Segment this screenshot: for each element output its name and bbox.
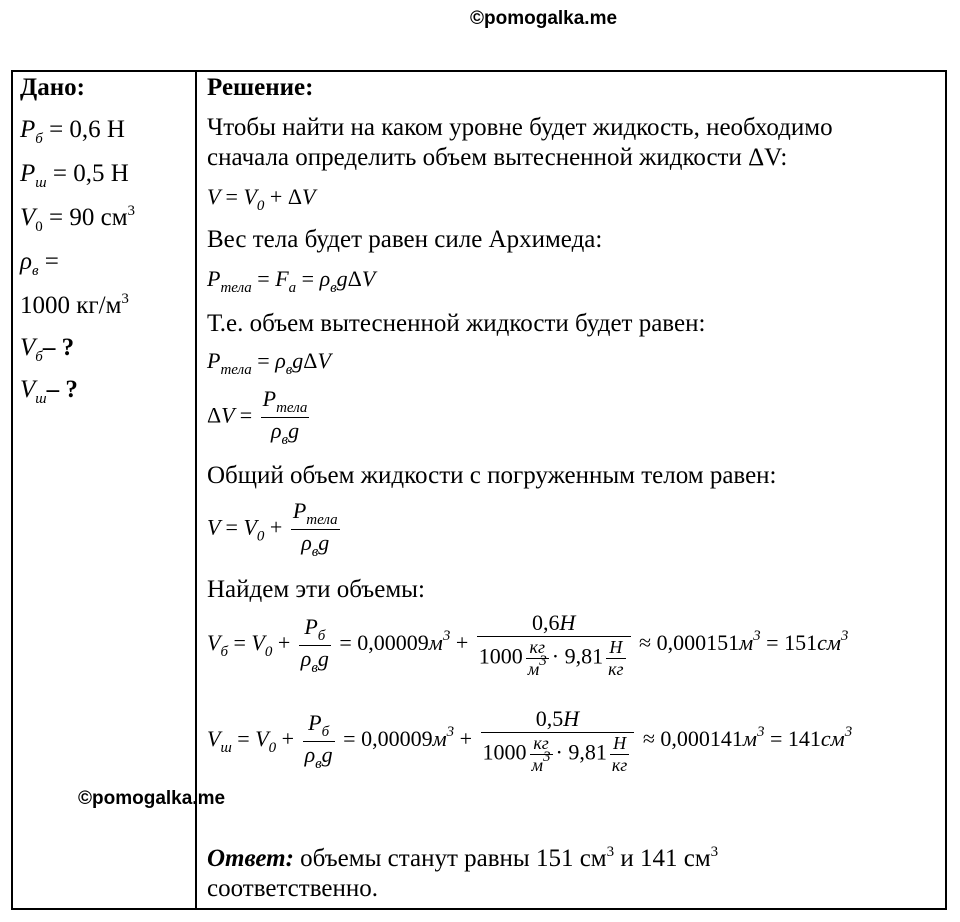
solution-text-2: сначала определить объем вытесненной жидкости ΔV:: [207, 144, 788, 171]
answer-text-1: объемы станут равны 151 см: [300, 845, 607, 872]
formula-total-volume: $V = V_0$ + $\frac{P_{тела}}{\rho_вg}$: [207, 498, 338, 560]
solution-text-4: Т.е. объем вытесненной жидкости будет равен:: [207, 310, 706, 337]
solution-text-6: Найдем эти объемы:: [207, 576, 425, 603]
solution-header: Решение:: [207, 74, 314, 101]
given-column: [20, 74, 190, 407]
watermark-bottom: ©pomogalka.me: [78, 788, 226, 809]
answer: Ответ: объемы станут равны 151 $см^3$ и 141 $см^3$ соответственно.: [207, 844, 719, 902]
solution-text-5: Общий объем жидкости с погруженным телом равен:: [207, 462, 777, 489]
solution-column: [207, 74, 937, 775]
formula-calc-sh: $V_ш = V_0$ + $\frac{P_б}{\rho_вg}$ = $0,00009м^3$ + 0,5Н 1000 $\frac{кг}{м^3}$ · 9,81 $\frac{Н}{кг}$ ≈ $0,000141м^3 = 141см^3$: [207, 706, 853, 775]
given-rho-value: 1000 $кг/м^3$: [20, 291, 129, 319]
formula-volume: $V = V_0 + \Delta V$: [207, 184, 316, 214]
given-v0: $V_0 = 90$ $см^3$: [20, 203, 136, 235]
solution-text-3: Вес тела будет равен силе Архимеда:: [207, 226, 603, 253]
given-rho: $\rho_в$ =: [20, 248, 59, 279]
formula-delta-v: ΔV = $\frac{P_{тела}}{\rho_вg}$: [207, 386, 308, 448]
formula-archimedes: $P_{тела} = F_а = \rho_вg\Delta V$: [207, 266, 376, 296]
given-p-b: $P_б = 0,6$ Н: [20, 116, 125, 147]
answer-text-2: и 141 см: [620, 845, 711, 872]
table-divider: [195, 70, 197, 910]
solution-text-1: Чтобы найти на каком уровне будет жидкость, необходимо: [207, 114, 833, 141]
given-vb: $V_б-$ ?: [20, 334, 75, 365]
formula-weight: $P_{тела} = \rho_вg\Delta V$: [207, 348, 331, 378]
task-table: [11, 70, 947, 910]
answer-label: Ответ:: [207, 845, 294, 872]
answer-text-3: соответственно.: [207, 875, 378, 902]
given-vsh: $V_ш-$ ?: [20, 376, 78, 407]
given-header: Дано:: [20, 74, 85, 101]
formula-calc-b: $V_б = V_0$ + $\frac{P_б}{\rho_вg}$ = $0,00009м^3$ + 0,6Н 1000 $\frac{кг}{м^3}$ · 9,81 $\frac{Н}{кг}$ ≈ $0,000151м^3 = 151см^3$: [207, 610, 849, 679]
watermark-top: ©pomogalka.me: [470, 8, 618, 29]
given-p-sh: $P_ш = 0,5$ Н: [20, 160, 129, 191]
